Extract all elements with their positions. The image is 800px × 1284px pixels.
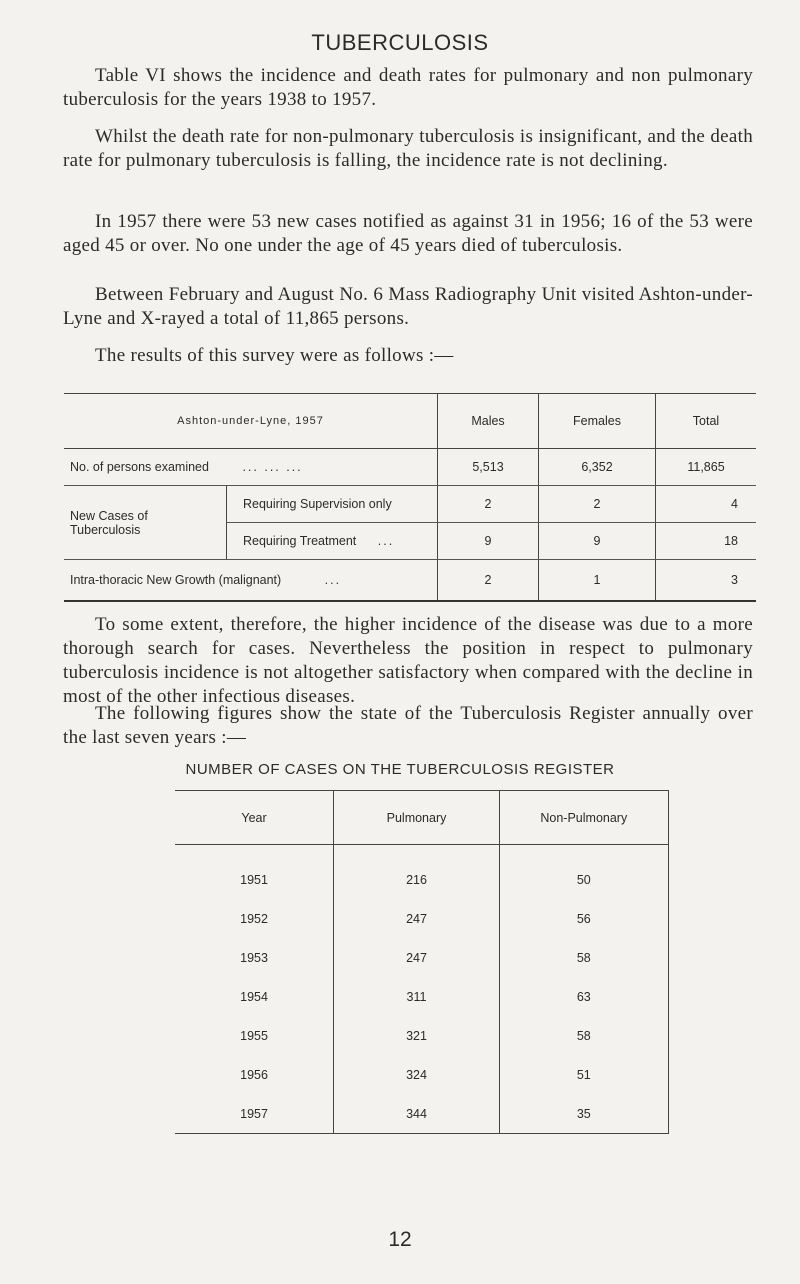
survey-supervision-total: 4 bbox=[656, 486, 757, 523]
survey-header-males: Males bbox=[438, 394, 539, 449]
register-cell-non-pulmonary: 35 bbox=[499, 1094, 668, 1134]
survey-growth-label: Intra-thoracic New Growth (malignant) bbox=[70, 573, 282, 587]
survey-treatment-females: 9 bbox=[539, 523, 656, 560]
register-heading: NUMBER OF CASES ON THE TUBERCULOSIS REGISTER bbox=[185, 761, 615, 778]
register-table-body bbox=[175, 860, 694, 1134]
survey-treatment-label: Requiring Treatment bbox=[243, 534, 357, 548]
paragraph-register-intro: The following figures show the state of the Tuberculosis Register annually over the last seven years :— bbox=[63, 703, 753, 748]
register-cell-non-pulmonary: 50 bbox=[499, 860, 668, 899]
paragraph-conclusion: To some extent, therefore, the higher incidence of the disease was due to a more thorough search for cases. Nevertheless the position in respect to pulmonary tuberculosis incidence is not altogether satisfactory when compared with the decline in most of the other infectious diseases. bbox=[63, 614, 753, 707]
survey-examined-males: 5,513 bbox=[438, 449, 539, 486]
survey-treatment-males: 9 bbox=[438, 523, 539, 560]
survey-row-examined bbox=[64, 449, 756, 486]
table-row bbox=[175, 1094, 694, 1134]
register-header-pulmonary: Pulmonary bbox=[334, 791, 500, 845]
paragraph-death-rate: Whilst the death rate for non-pulmonary tuberculosis is insignificant, and the death rate for pulmonary tuberculosis is falling, the incidence rate is not declining. bbox=[63, 126, 753, 171]
survey-table-header bbox=[64, 394, 756, 449]
survey-header-total: Total bbox=[656, 394, 757, 449]
survey-supervision-label: Requiring Supervision only bbox=[227, 486, 438, 523]
survey-table bbox=[64, 393, 756, 602]
paragraph-results-intro: The results of this survey were as follows :— bbox=[95, 345, 454, 366]
survey-examined-total: 11,865 bbox=[656, 449, 757, 486]
survey-supervision-males: 2 bbox=[438, 486, 539, 523]
register-cell-pulmonary: 324 bbox=[334, 1055, 500, 1094]
register-cell-pulmonary: 311 bbox=[334, 977, 500, 1016]
survey-growth-total: 3 bbox=[656, 560, 757, 602]
table-row bbox=[175, 977, 694, 1016]
register-cell-pulmonary: 216 bbox=[334, 860, 500, 899]
table-row bbox=[175, 938, 694, 977]
survey-examined-dots: ... ... ... bbox=[242, 460, 303, 474]
survey-treatment-total: 18 bbox=[656, 523, 757, 560]
survey-examined-females: 6,352 bbox=[539, 449, 656, 486]
register-cell-year: 1951 bbox=[240, 872, 268, 887]
table-row bbox=[175, 1016, 694, 1055]
survey-examined-label: No. of persons examined bbox=[70, 460, 209, 474]
paragraph-intro: Table VI shows the incidence and death rates for pulmonary and non pulmonary tuberculosis for the years 1938 to 1957. bbox=[63, 65, 753, 110]
register-cell-non-pulmonary: 63 bbox=[499, 977, 668, 1016]
table-row bbox=[175, 860, 694, 899]
table-row bbox=[175, 899, 694, 938]
register-cell-non-pulmonary: 58 bbox=[499, 1016, 668, 1055]
paragraph-new-cases: In 1957 there were 53 new cases notified as against 31 in 1956; 16 of the 53 were aged 45 or over. No one under the age of 45 years died of tuberculosis. bbox=[63, 211, 753, 256]
register-cell-year: 1956 bbox=[240, 1067, 268, 1082]
register-cell-year: 1952 bbox=[240, 911, 268, 926]
register-cell-pulmonary: 247 bbox=[334, 899, 500, 938]
register-header-year: Year bbox=[175, 791, 334, 845]
register-cell-pulmonary: 344 bbox=[334, 1094, 500, 1134]
survey-growth-males: 2 bbox=[438, 560, 539, 602]
table-row bbox=[175, 1055, 694, 1094]
register-cell-year: 1954 bbox=[240, 989, 268, 1004]
register-cell-pulmonary: 247 bbox=[334, 938, 500, 977]
survey-row-supervision bbox=[64, 486, 756, 523]
survey-row-growth bbox=[64, 560, 756, 602]
page-number: 12 bbox=[388, 1228, 412, 1251]
register-cell-year: 1955 bbox=[240, 1028, 268, 1043]
survey-header-females: Females bbox=[539, 394, 656, 449]
register-table bbox=[175, 790, 694, 1134]
register-cell-non-pulmonary: 56 bbox=[499, 899, 668, 938]
survey-header-area: Ashton-under-Lyne, 1957 bbox=[64, 394, 438, 449]
register-cell-non-pulmonary: 51 bbox=[499, 1055, 668, 1094]
survey-supervision-females: 2 bbox=[539, 486, 656, 523]
page-title: TUBERCULOSIS bbox=[311, 30, 489, 55]
paragraph-mass-radiography: Between February and August No. 6 Mass Radiography Unit visited Ashton-under-Lyne and X-rayed a total of 11,865 persons. bbox=[63, 284, 753, 329]
survey-treatment-dots: ... bbox=[377, 534, 395, 548]
survey-new-cases-label: New Cases of Tuberculosis bbox=[64, 486, 227, 560]
survey-growth-females: 1 bbox=[539, 560, 656, 602]
survey-growth-dots: ... bbox=[324, 573, 342, 587]
register-cell-year: 1953 bbox=[240, 950, 268, 965]
register-cell-pulmonary: 321 bbox=[334, 1016, 500, 1055]
register-cell-non-pulmonary: 58 bbox=[499, 938, 668, 977]
register-cell-year: 1957 bbox=[175, 1094, 334, 1134]
register-header-non-pulmonary: Non-Pulmonary bbox=[499, 791, 668, 845]
register-table-header bbox=[175, 791, 694, 845]
